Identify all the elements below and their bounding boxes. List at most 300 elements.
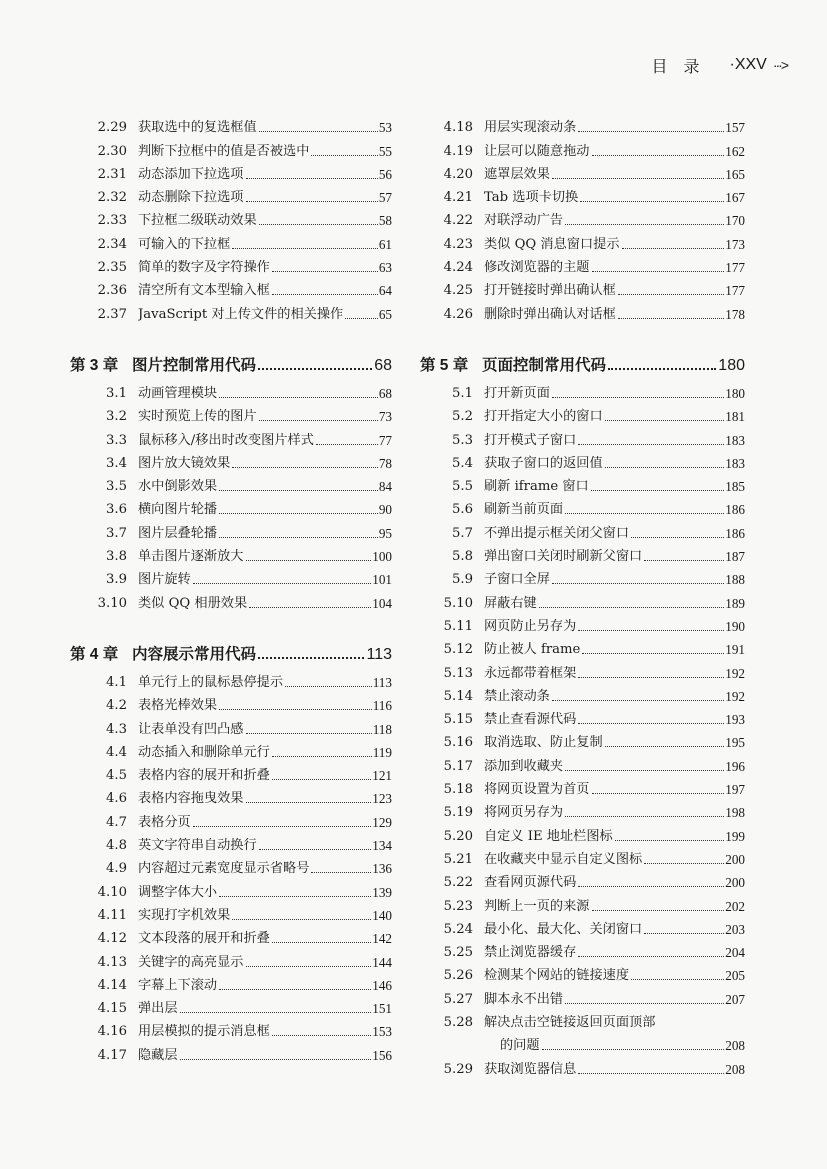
section-number: 5.18 <box>443 782 473 798</box>
toc-entry[interactable] <box>420 847 745 870</box>
chapter-heading[interactable] <box>70 335 392 375</box>
toc-entry[interactable] <box>420 753 745 776</box>
toc-entry[interactable] <box>420 404 745 427</box>
section-title: 禁止查看源代码 <box>484 712 577 728</box>
section-page-number: 101 <box>372 572 392 588</box>
toc-entry[interactable] <box>70 474 392 497</box>
toc-entry[interactable] <box>420 474 745 497</box>
section-number: 4.1 <box>106 674 127 690</box>
toc-entry[interactable] <box>70 996 392 1019</box>
chapter-heading[interactable] <box>70 624 392 664</box>
section-number: 5.20 <box>443 828 473 844</box>
section-page-number: 64 <box>378 283 392 299</box>
leader-dots <box>631 979 724 980</box>
section-page-number: 153 <box>372 1024 392 1040</box>
section-number: 5.29 <box>443 1061 473 1077</box>
section-page-number: 204 <box>725 945 745 961</box>
toc-entry[interactable] <box>420 800 745 823</box>
section-number: 3.7 <box>106 525 127 541</box>
header-arrow-icon: ···> <box>772 57 787 73</box>
section-title: 类似 QQ 消息窗口提示 <box>484 236 620 252</box>
section-number: 4.26 <box>443 306 473 322</box>
section-page-number: 200 <box>725 851 745 867</box>
section-title: 查看网页源代码 <box>484 875 577 891</box>
section-page-number: 95 <box>378 525 392 541</box>
header-separator: · <box>729 56 735 73</box>
toc-entry[interactable] <box>420 208 745 231</box>
section-number: 2.31 <box>97 166 127 182</box>
section-page-number: 84 <box>378 479 392 495</box>
section-page-number: 208 <box>725 1038 745 1054</box>
toc-entry[interactable] <box>70 138 392 161</box>
leader-dots <box>246 178 378 179</box>
section-page-number: 68 <box>378 385 392 401</box>
leader-dots <box>631 537 724 538</box>
section-title: 不弹出提示框关闭父窗口 <box>484 525 630 541</box>
toc-entry-line <box>420 1010 745 1033</box>
toc-entry[interactable] <box>420 427 745 450</box>
leader-dots <box>552 178 724 179</box>
section-title: 禁止滚动条 <box>484 688 550 704</box>
toc-entry[interactable] <box>70 278 392 301</box>
section-page-number: 196 <box>725 758 745 774</box>
leader-dots <box>259 849 372 850</box>
section-number: 5.26 <box>443 968 473 984</box>
section-number: 4.4 <box>106 744 127 760</box>
leader-dots <box>578 444 724 445</box>
section-page-number: 136 <box>372 861 392 877</box>
section-title: 打开模式子窗口 <box>484 432 577 448</box>
section-page-number: 183 <box>725 432 745 448</box>
section-number: 2.30 <box>97 143 127 159</box>
leader-dots <box>552 583 724 584</box>
section-title: 检测某个网站的链接速度 <box>484 968 630 984</box>
toc-entry[interactable] <box>70 879 392 902</box>
section-number: 2.37 <box>97 306 127 322</box>
section-number: 5.5 <box>452 479 473 495</box>
section-number: 4.13 <box>97 954 127 970</box>
section-number: 3.5 <box>106 479 127 495</box>
chapter-label: 第 3 章 <box>70 356 119 374</box>
leader-dots <box>542 1049 725 1050</box>
section-number: 5.8 <box>452 549 473 565</box>
section-title: 弹出层 <box>138 1001 178 1017</box>
section-number: 5.23 <box>443 898 473 914</box>
leader-dots <box>552 397 724 398</box>
leader-dots <box>580 201 724 202</box>
section-title: 动态添加下拉选项 <box>138 166 244 182</box>
section-number: 2.33 <box>97 213 127 229</box>
toc-entry[interactable] <box>420 255 745 278</box>
section-page-number: 61 <box>378 236 392 252</box>
toc-entry[interactable] <box>420 1056 745 1079</box>
section-title: 打开链接时弹出确认框 <box>484 283 616 299</box>
section-page-number: 189 <box>725 595 745 611</box>
section-title: 图片旋转 <box>138 572 191 588</box>
section-number: 5.24 <box>443 921 473 937</box>
toc-entry[interactable] <box>420 917 745 940</box>
section-page-number: 129 <box>372 814 392 830</box>
chapter-heading[interactable] <box>420 335 745 375</box>
toc-entry[interactable] <box>70 740 392 763</box>
section-page-number: 186 <box>725 502 745 518</box>
leader-dots <box>565 513 724 514</box>
toc-entry[interactable] <box>420 870 745 893</box>
leader-dots <box>180 1012 372 1013</box>
section-number: 4.6 <box>106 791 127 807</box>
section-page-number: 77 <box>378 432 392 448</box>
section-title: 英文字符串自动换行 <box>138 838 257 854</box>
section-page-number: 90 <box>378 502 392 518</box>
section-title: 禁止浏览器缓存 <box>484 945 577 961</box>
section-number: 5.16 <box>443 735 473 751</box>
section-page-number: 53 <box>378 120 392 136</box>
leader-dots <box>285 686 372 687</box>
section-number: 5.11 <box>443 618 473 634</box>
section-title: 防止被人 frame <box>484 642 581 658</box>
section-title: 表格内容的展开和折叠 <box>138 768 270 784</box>
toc-entry[interactable] <box>70 497 392 520</box>
section-page-number: 188 <box>725 572 745 588</box>
section-title: 遮罩层效果 <box>484 166 550 182</box>
toc-entry[interactable] <box>70 231 392 254</box>
toc-entry[interactable] <box>70 451 392 474</box>
section-number: 4.20 <box>443 166 473 182</box>
leader-dots <box>246 560 372 561</box>
toc-entry[interactable] <box>70 520 392 543</box>
toc-entry[interactable] <box>420 730 745 753</box>
toc-entry[interactable] <box>420 684 745 707</box>
chapter-title: 内容展示常用代码 <box>132 645 257 663</box>
section-number: 5.2 <box>452 409 473 425</box>
section-number: 2.32 <box>97 190 127 206</box>
chapter-title: 页面控制常用代码 <box>482 356 607 374</box>
section-page-number: 156 <box>372 1047 392 1063</box>
section-page-number: 177 <box>725 283 745 299</box>
toc-entry[interactable] <box>420 614 745 637</box>
section-title: 刷新当前页面 <box>484 502 564 518</box>
chapter-page-number: 113 <box>366 645 392 663</box>
section-number: 4.11 <box>97 907 127 923</box>
section-page-number: 140 <box>372 907 392 923</box>
toc-entry[interactable] <box>70 590 392 613</box>
toc-entry[interactable] <box>420 707 745 730</box>
leader-dots <box>193 826 371 827</box>
leader-dots <box>644 863 724 864</box>
toc-entry[interactable] <box>70 809 392 832</box>
leader-dots <box>345 318 378 319</box>
section-title: 删除时弹出确认对话框 <box>484 306 616 322</box>
leader-dots <box>272 271 378 272</box>
section-number: 3.6 <box>106 502 127 518</box>
leader-dots <box>578 1073 724 1074</box>
section-page-number: 192 <box>725 688 745 704</box>
section-title: 屏蔽右键 <box>484 595 537 611</box>
section-number: 4.21 <box>443 190 473 206</box>
toc-entry[interactable] <box>70 716 392 739</box>
section-title: 永远都带着框架 <box>484 665 577 681</box>
section-number: 3.3 <box>106 432 127 448</box>
section-page-number: 55 <box>378 143 392 159</box>
section-page-number: 192 <box>725 665 745 681</box>
section-page-number: 198 <box>725 805 745 821</box>
section-number: 5.1 <box>452 385 473 401</box>
leader-dots <box>592 910 725 911</box>
toc-entry[interactable] <box>70 903 392 926</box>
leader-dots <box>578 723 724 724</box>
toc-entry[interactable] <box>70 162 392 185</box>
section-page-number: 56 <box>378 166 392 182</box>
toc-entry[interactable] <box>420 451 745 474</box>
toc-entry[interactable] <box>70 949 392 972</box>
section-number: 4.8 <box>106 838 127 854</box>
toc-entry[interactable] <box>420 963 745 986</box>
section-number: 2.35 <box>97 260 127 276</box>
section-title: 自定义 IE 地址栏图标 <box>484 828 613 844</box>
toc-entry[interactable] <box>420 115 745 138</box>
header-page-number: XXV <box>734 56 767 73</box>
section-title: 解决点击空链接返回页面顶部 <box>484 1014 656 1030</box>
toc-entry[interactable] <box>70 856 392 879</box>
section-title: 让表单没有凹凸感 <box>138 721 244 737</box>
section-page-number: 205 <box>725 968 745 984</box>
toc-entry[interactable] <box>420 381 745 404</box>
leader-dots <box>219 896 371 897</box>
toc-entry[interactable] <box>70 208 392 231</box>
toc-entry[interactable] <box>70 427 392 450</box>
section-number: 5.6 <box>452 502 473 518</box>
toc-entry[interactable] <box>70 301 392 324</box>
chapter-title: 图片控制常用代码 <box>132 356 257 374</box>
section-page-number: 104 <box>372 595 392 611</box>
leader-dots <box>605 467 725 468</box>
toc-left-column <box>70 115 392 1066</box>
section-page-number: 167 <box>725 190 745 206</box>
chapter-page-number: 180 <box>718 356 745 374</box>
leader-dots <box>272 294 378 295</box>
section-title: 横向图片轮播 <box>138 502 218 518</box>
section-page-number: 177 <box>725 260 745 276</box>
leader-dots <box>644 560 724 561</box>
section-number: 3.2 <box>106 409 127 425</box>
section-title: 隐藏层 <box>138 1047 178 1063</box>
chapter-page-number: 68 <box>374 356 392 374</box>
section-title: 表格分页 <box>138 814 191 830</box>
toc-entry[interactable] <box>420 1010 745 1057</box>
leader-dots <box>539 607 724 608</box>
section-page-number: 195 <box>725 735 745 751</box>
section-page-number: 170 <box>725 213 745 229</box>
leader-dots <box>272 756 372 757</box>
toc-entry[interactable] <box>420 278 745 301</box>
leader-dots <box>578 131 724 132</box>
section-page-number: 180 <box>725 385 745 401</box>
toc-entry[interactable] <box>70 404 392 427</box>
section-page-number: 186 <box>725 525 745 541</box>
section-title: 用层实现滚动条 <box>484 120 577 136</box>
leader-dots <box>591 490 725 491</box>
header-title: 目 录 <box>651 58 700 76</box>
section-page-number: 199 <box>725 828 745 844</box>
toc-entry[interactable] <box>70 693 392 716</box>
section-page-number: 118 <box>372 721 392 737</box>
toc-entry[interactable] <box>420 637 745 660</box>
section-number: 4.3 <box>106 721 127 737</box>
section-title: 子窗口全屏 <box>484 572 550 588</box>
toc-entry[interactable] <box>420 940 745 963</box>
leader-dots <box>311 155 377 156</box>
toc-entry[interactable] <box>70 670 392 693</box>
toc-entry[interactable] <box>420 520 745 543</box>
section-page-number: 123 <box>372 791 392 807</box>
toc-entry[interactable] <box>420 544 745 567</box>
section-page-number: 57 <box>378 190 392 206</box>
section-number: 5.10 <box>443 595 473 611</box>
section-number: 5.3 <box>452 432 473 448</box>
toc-entry[interactable] <box>420 986 745 1009</box>
section-number: 5.25 <box>443 945 473 961</box>
section-page-number: 134 <box>372 838 392 854</box>
section-title: 判断上一页的来源 <box>484 898 590 914</box>
section-title: 单击图片逐渐放大 <box>138 549 244 565</box>
section-page-number: 178 <box>725 306 745 322</box>
section-title: 图片层叠轮播 <box>138 525 218 541</box>
section-page-number: 197 <box>725 782 745 798</box>
toc-entry[interactable] <box>420 231 745 254</box>
running-header <box>651 50 787 80</box>
section-page-number: 173 <box>725 236 745 252</box>
leader-dots <box>605 420 725 421</box>
leader-dots <box>180 1059 372 1060</box>
toc-right-column <box>420 115 745 1080</box>
section-page-number: 113 <box>372 674 392 690</box>
section-title: 简单的数字及字符操作 <box>138 260 270 276</box>
toc-entry[interactable] <box>420 138 745 161</box>
toc-entry[interactable] <box>420 497 745 520</box>
toc-entry[interactable] <box>70 381 392 404</box>
leader-dots <box>219 490 378 491</box>
section-title: 弹出窗口关闭时刷新父窗口 <box>484 549 643 565</box>
toc-entry[interactable] <box>420 893 745 916</box>
leader-dots <box>622 248 725 249</box>
section-number: 2.34 <box>97 236 127 252</box>
section-page-number: 183 <box>725 455 745 471</box>
toc-entry[interactable] <box>70 1042 392 1065</box>
toc-entry[interactable] <box>420 777 745 800</box>
section-page-number: 63 <box>378 260 392 276</box>
section-page-number: 139 <box>372 884 392 900</box>
section-number: 5.19 <box>443 805 473 821</box>
leader-dots <box>615 840 724 841</box>
leader-dots <box>605 746 725 747</box>
section-page-number: 151 <box>372 1001 392 1017</box>
leader-dots <box>232 248 378 249</box>
toc-entry[interactable] <box>70 185 392 208</box>
section-number: 3.1 <box>106 385 127 401</box>
section-page-number: 146 <box>372 977 392 993</box>
toc-entry[interactable] <box>70 1019 392 1042</box>
toc-entry[interactable] <box>70 567 392 590</box>
section-number: 4.18 <box>443 120 473 136</box>
leader-dots <box>582 653 724 654</box>
leader-dots <box>258 368 372 370</box>
section-number: 5.17 <box>443 758 473 774</box>
leader-dots <box>258 657 364 659</box>
toc-entry[interactable] <box>70 115 392 138</box>
toc-entry[interactable] <box>420 590 745 613</box>
section-number: 4.12 <box>97 931 127 947</box>
section-title: 下拉框二级联动效果 <box>138 213 257 229</box>
section-page-number: 78 <box>378 455 392 471</box>
toc-entry[interactable] <box>420 660 745 683</box>
section-title: 打开新页面 <box>484 385 550 401</box>
leader-dots <box>578 677 724 678</box>
section-page-number: 200 <box>725 875 745 891</box>
leader-dots <box>246 802 372 803</box>
toc-entry[interactable] <box>420 185 745 208</box>
section-page-number: 181 <box>725 409 745 425</box>
section-page-number: 100 <box>372 549 392 565</box>
toc-entry-line <box>420 1033 745 1056</box>
leader-dots <box>592 793 725 794</box>
section-page-number: 208 <box>725 1061 745 1077</box>
section-title: 动态删除下拉选项 <box>138 190 244 206</box>
leader-dots <box>246 201 378 202</box>
toc-entry[interactable] <box>70 786 392 809</box>
section-number: 4.25 <box>443 283 473 299</box>
section-number: 4.5 <box>106 768 127 784</box>
leader-dots <box>608 368 716 370</box>
toc-entry[interactable] <box>420 162 745 185</box>
section-number: 4.17 <box>97 1047 127 1063</box>
section-number: 5.15 <box>443 712 473 728</box>
leader-dots <box>272 942 371 943</box>
section-title: 单元行上的鼠标悬停提示 <box>138 674 284 690</box>
section-number: 2.29 <box>97 120 127 136</box>
section-page-number: 157 <box>725 120 745 136</box>
section-number: 5.28 <box>443 1014 473 1030</box>
section-page-number: 191 <box>725 642 745 658</box>
toc-entry[interactable] <box>70 973 392 996</box>
toc-entry[interactable] <box>70 833 392 856</box>
section-title: 将网页设置为首页 <box>484 782 590 798</box>
leader-dots <box>618 318 724 319</box>
toc-entry[interactable] <box>420 823 745 846</box>
section-page-number: 193 <box>725 712 745 728</box>
toc-entry[interactable] <box>70 544 392 567</box>
section-title: 调整字体大小 <box>138 884 218 900</box>
toc-entry[interactable] <box>420 301 745 324</box>
section-number: 5.12 <box>443 642 473 658</box>
leader-dots <box>644 933 724 934</box>
toc-entry[interactable] <box>70 255 392 278</box>
section-page-number: 116 <box>372 698 392 714</box>
section-title: 表格光棒效果 <box>138 698 218 714</box>
leader-dots <box>232 467 378 468</box>
leader-dots <box>246 966 372 967</box>
leader-dots <box>272 779 371 780</box>
toc-entry[interactable] <box>420 567 745 590</box>
section-title: Tab 选项卡切换 <box>484 190 579 206</box>
section-number: 3.4 <box>106 455 127 471</box>
section-page-number: 162 <box>725 143 745 159</box>
toc-entry[interactable] <box>70 763 392 786</box>
section-number: 4.10 <box>97 884 127 900</box>
section-number: 3.9 <box>106 572 127 588</box>
section-title: 让层可以随意拖动 <box>484 143 590 159</box>
toc-entry[interactable] <box>70 926 392 949</box>
leader-dots <box>249 607 371 608</box>
